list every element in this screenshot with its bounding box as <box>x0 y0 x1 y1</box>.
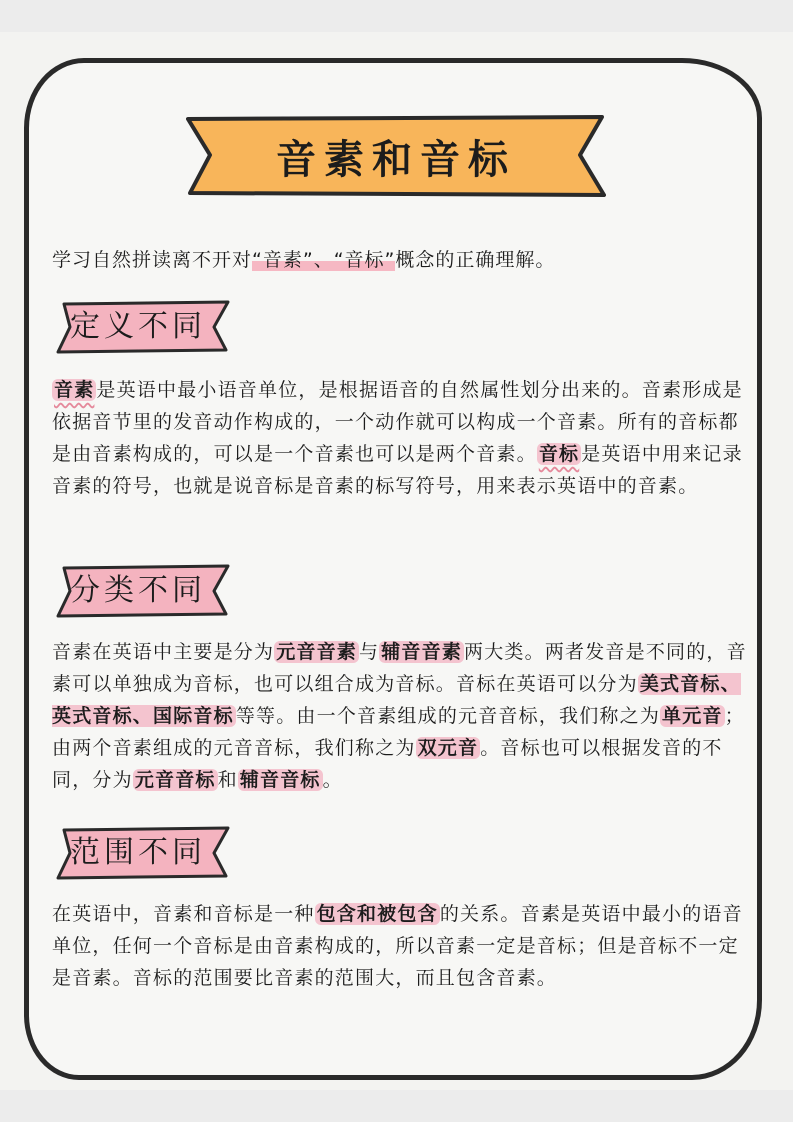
text: ；由两个音素组成的元音音标，我们称之为 <box>52 705 745 759</box>
term-phonetic-symbol: 音标 <box>538 443 580 465</box>
term-monophthong: 单元音 <box>662 705 723 727</box>
section-heading-label: 定义不同 <box>70 309 206 344</box>
text: 和 <box>217 769 238 791</box>
section-heading-definition <box>52 300 232 354</box>
term-vowel-symbol: 元音音标 <box>134 769 216 791</box>
page-title: 音素和音标 <box>276 135 516 183</box>
section-heading-classification <box>52 564 232 618</box>
term-vowel-phoneme: 元音音素 <box>276 641 358 663</box>
intro-term: “音素”、“音标” <box>252 249 396 271</box>
text: 。 <box>322 769 343 791</box>
text: 与 <box>359 641 380 663</box>
text: 等等。由一个音素组成的元音音标，我们称之为 <box>235 705 661 727</box>
intro-before: 学习自然拼读离不开对 <box>52 249 253 271</box>
title-banner <box>186 115 606 197</box>
section-body-scope <box>52 898 752 994</box>
section-body-classification <box>52 636 752 796</box>
section-body-definition <box>52 374 752 502</box>
term-diphthong: 双元音 <box>417 737 479 759</box>
definition-text-2: 是英语中用来记录音素的符号，也就是说音标是音素的标写符号，用来表示英语中的音素。 <box>52 443 743 497</box>
term-phoneme: 音素 <box>54 379 95 401</box>
text: 两大类。两者发音是不同的，音素可以单独成为音标，也可以组合成为音标。音标在英语可以分为 <box>52 641 747 695</box>
term-consonant-symbol: 辅音音标 <box>239 769 321 791</box>
text: 的关系。音素是英语中最小的语音单位，任何一个音标是由音素构成的，所以音素一定是音标；但是音标不一定是音素。音标的范围要比音素的范围大，而且包含音素。 <box>52 903 743 989</box>
section-heading-label: 范围不同 <box>70 835 206 870</box>
section-heading-label: 分类不同 <box>70 573 206 608</box>
text: 音素在英语中主要是分为 <box>52 641 275 663</box>
section-heading-scope <box>52 826 232 880</box>
text: 。音标也可以根据发音的不同，分为 <box>52 737 723 791</box>
intro-text <box>52 246 752 274</box>
text: 在英语中，音素和音标是一种 <box>52 903 315 925</box>
intro-after: 概念的正确理解。 <box>395 249 556 271</box>
term-consonant-phoneme: 辅音音素 <box>381 641 463 663</box>
definition-text-1: 是英语中最小语音单位，是根据语音的自然属性划分出来的。音素形成是依据音节里的发音动作构成的，一个动作就可以构成一个音素。所有的音标都是由音素构成的，可以是一个音素也可以是两个音素。 <box>52 379 743 465</box>
term-phonetic-systems: 美式音标、英式音标、国际音标 <box>52 673 741 727</box>
term-inclusion: 包含和被包含 <box>316 903 438 925</box>
